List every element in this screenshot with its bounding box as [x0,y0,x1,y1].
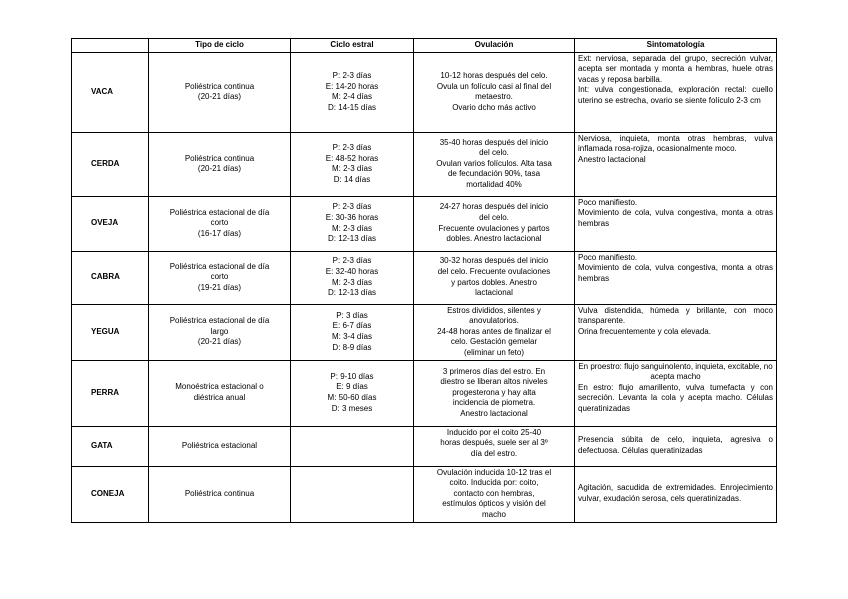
cell-line: Presencia súbita de celo, inquieta, agresiva o defectuosa. Células queratinizadas [578,435,773,456]
cell-line: celo. Gestación gemelar [450,337,538,347]
ovulacion-cell [414,426,575,466]
table-row [72,196,777,251]
tipo-ciclo-cell [149,304,291,360]
cell-line: estímulos ópticos y visión del [442,499,546,509]
header-row [72,39,777,53]
cell-line: P: 9-10 días [330,371,374,381]
cell-line: Vulva distendida, húmeda y brillante, con moco transparente. [578,305,773,326]
cell-line: mortalidad 40% [466,179,522,189]
cell-line: Poliéstrica estacional de día [169,261,270,271]
tipo-ciclo-cell [149,196,291,251]
cell-line: Nerviosa, inquieta, monta otras hembras, vulva inflamada rosa-rojiza, ocasionalmente moco. [578,133,773,154]
cell-line: (16-17 días) [197,228,242,238]
sintomatologia-cell [575,426,777,466]
cell-line: En proestro: flujo sanguinolento, inquieta, excitable, no acepta macho [578,361,773,382]
cell-line: Int: vulva congestionada, exploración rectal: cuello uterino se estrecha, ovario se siente folículo 2-3 cm [578,85,773,105]
cell-line: 24-48 horas antes de finalizar el [437,326,551,336]
cell-line: P: 3 días [336,310,368,320]
animal-name: OVEJA [72,196,149,251]
cell-line: del celo. [479,213,509,222]
cell-line: diestro se liberan altos niveles [440,377,548,387]
cell-line: lactacional [475,288,513,298]
tipo-ciclo-cell [149,251,291,304]
table-row [72,466,777,522]
cell-line: Inducido por el coito 25-40 [446,427,542,437]
cell-line: Poco manifiesto. [578,252,638,262]
animal-name: YEGUA [72,304,149,360]
tipo-ciclo-cell [149,360,291,426]
cell-line: M: 2-3 días [331,164,372,174]
cell-line: Ovula un folículo casi al final del [436,81,552,91]
cell-line: corto [210,272,229,282]
cell-line: (20-21 días) [197,92,242,102]
cell-line: D: 8-9 días [332,342,372,352]
cell-line: Movimiento de cola, vulva congestiva, monta a otras hembras [578,263,773,283]
header-ciclo-estral: Ciclo estral [291,39,414,53]
cell-line: D: 3 meses [331,403,373,413]
animal-name: VACA [72,52,149,132]
cell-line: D: 14-15 días [327,102,377,112]
header-ovulacion: Ovulación [414,39,575,53]
ovulacion-cell [414,466,575,522]
cell-line: D: 12-13 días [327,288,377,298]
cell-line: E: 9 días [336,382,368,392]
cell-line: (19-21 días) [197,282,242,292]
cell-line: Ovulan varios folículos. Alta tasa [436,158,552,168]
animal-name: PERRA [72,360,149,426]
cell-line: metaestro. [475,92,513,102]
cell-line: 24-27 horas después del inicio [439,202,549,212]
cell-line: anovulatorios. [469,316,519,326]
ciclo-estral-cell [291,304,414,360]
cell-line: (eliminar un feto) [463,347,525,357]
cell-line: E: 6-7 días [332,321,372,331]
cell-line: E: 30-36 horas [325,213,379,222]
table-row [72,426,777,466]
cell-line: diéstrica anual [193,393,246,403]
tipo-ciclo-cell [149,52,291,132]
ovulacion-cell [414,52,575,132]
ciclo-estral-cell [291,132,414,196]
cell-line: contacto con hembras, [453,488,535,498]
cell-line: P: 2-3 días [332,142,372,152]
cell-line: D: 14 días [333,174,371,184]
cell-line: M: 50-60 días [327,393,377,403]
animal-name: CERDA [72,132,149,196]
reproductive-cycle-table [71,38,777,523]
cell-line: Monoéstrica estacional o [175,382,264,392]
cell-line: Agitación, sacudida de extremidades. Enrojecimiento vulvar, exudación serosa, cels queratinizadas. [578,483,773,504]
cell-line: En estro: flujo amarillento, vulva tumefacta y con secreción. Levanta la cola y acepta macho. Células queratinizadas [578,382,773,413]
animal-name: GATA [72,426,149,466]
sintomatologia-cell [575,196,777,251]
cell-line: (20-21 días) [197,164,242,174]
ciclo-estral-cell [291,426,414,466]
cell-line: Poliéstrica continua [184,488,255,498]
sintomatologia-cell [575,466,777,522]
cell-line: día del estro. [470,448,518,458]
cell-line: M: 2-3 días [331,223,372,233]
animal-name: CABRA [72,251,149,304]
cell-line: Poliéstrica estacional de día [169,316,270,326]
sintomatologia-cell [575,360,777,426]
ovulacion-cell [414,196,575,251]
cell-line: Estros divididos, silentes y [447,305,541,315]
ciclo-estral-cell [291,52,414,132]
cell-line: E: 48-52 horas [325,153,379,163]
tipo-ciclo-cell [149,426,291,466]
cell-line: M: 3-4 días [331,332,372,342]
cell-line: P: 2-3 días [332,202,372,212]
cell-line: Poliéstrica estacional [181,440,258,450]
cell-line: Poliéstrica continua [184,81,255,91]
cell-line: del celo. Frecuente ovulaciones [437,267,551,276]
cell-line: Anestro lactacional [460,408,528,418]
ovulacion-cell [414,304,575,360]
table-row [72,304,777,360]
cell-line: 10-12 horas después del celo. [440,70,548,80]
cell-line: P: 2-3 días [332,256,372,266]
cell-line: D: 12-13 días [327,234,377,244]
cell-line: 3 primeros días del estro. En [442,366,546,376]
cell-line: 35-40 horas después del inicio [439,137,549,147]
cell-line: 30-32 horas después del inicio [439,256,549,266]
sintomatologia-cell [575,52,777,132]
cell-line: Poco manifiesto. [578,197,638,207]
table-row [72,251,777,304]
cell-line: Anestro lactacional [578,154,646,164]
cell-line: y partos dobles. Anestro [451,277,537,287]
sintomatologia-cell [575,304,777,360]
cell-line: horas después, suele ser al 3º [440,438,548,448]
ciclo-estral-cell [291,196,414,251]
cell-line: dobles. Anestro lactacional [446,234,542,244]
cell-line: Orina frecuentemente y cola elevada. [578,326,711,336]
header-tipo-ciclo: Tipo de ciclo [149,39,291,53]
cell-line: (20-21 días) [197,337,242,347]
cell-line: incidencia de piometra. [452,398,536,408]
cell-line: macho [481,509,506,519]
cell-line: progesterona y hay alta [452,387,536,397]
cell-line: del celo. [479,148,509,158]
cell-line: corto [210,218,229,228]
cell-line: M: 2-4 días [331,92,372,102]
tipo-ciclo-cell [149,466,291,522]
ovulacion-cell [414,360,575,426]
table-row [72,52,777,132]
cell-line: E: 32-40 horas [325,267,379,276]
ovulacion-cell [414,251,575,304]
ciclo-estral-cell [291,251,414,304]
cell-line: E: 14-20 horas [325,81,379,91]
animal-name: CONEJA [72,466,149,522]
ciclo-estral-cell [291,466,414,522]
ovulacion-cell [414,132,575,196]
cell-line: Poliéstrica continua [184,153,255,163]
sintomatologia-cell [575,251,777,304]
ciclo-estral-cell [291,360,414,426]
table-row [72,360,777,426]
table-row [72,132,777,196]
header-sintomatologia: Sintomatología [575,39,777,53]
header-animal [72,39,149,53]
cell-line: Ovario dcho más activo [452,102,536,112]
cell-line: largo [210,326,229,336]
cell-line: Frecuente ovulaciones y partos [438,223,550,233]
cell-line: Ext: nerviosa, separada del grupo, secreción vulvar, acepta ser montada y monta a hembras, huele otras vacas y reposa barbilla. [578,53,773,84]
cell-line: Movimiento de cola, vulva congestiva, monta a otras hembras [578,208,773,228]
cell-line: de fecundación 90%, tasa [447,169,541,179]
cell-line: coito. Inducida por: coito, [449,478,539,488]
cell-line: M: 2-3 días [331,277,372,287]
cell-line: P: 2-3 días [332,70,372,80]
cell-line: Ovulación inducida 10-12 tras el [436,467,552,477]
cell-line: Poliéstrica estacional de día [169,207,270,217]
sintomatologia-cell [575,132,777,196]
tipo-ciclo-cell [149,132,291,196]
